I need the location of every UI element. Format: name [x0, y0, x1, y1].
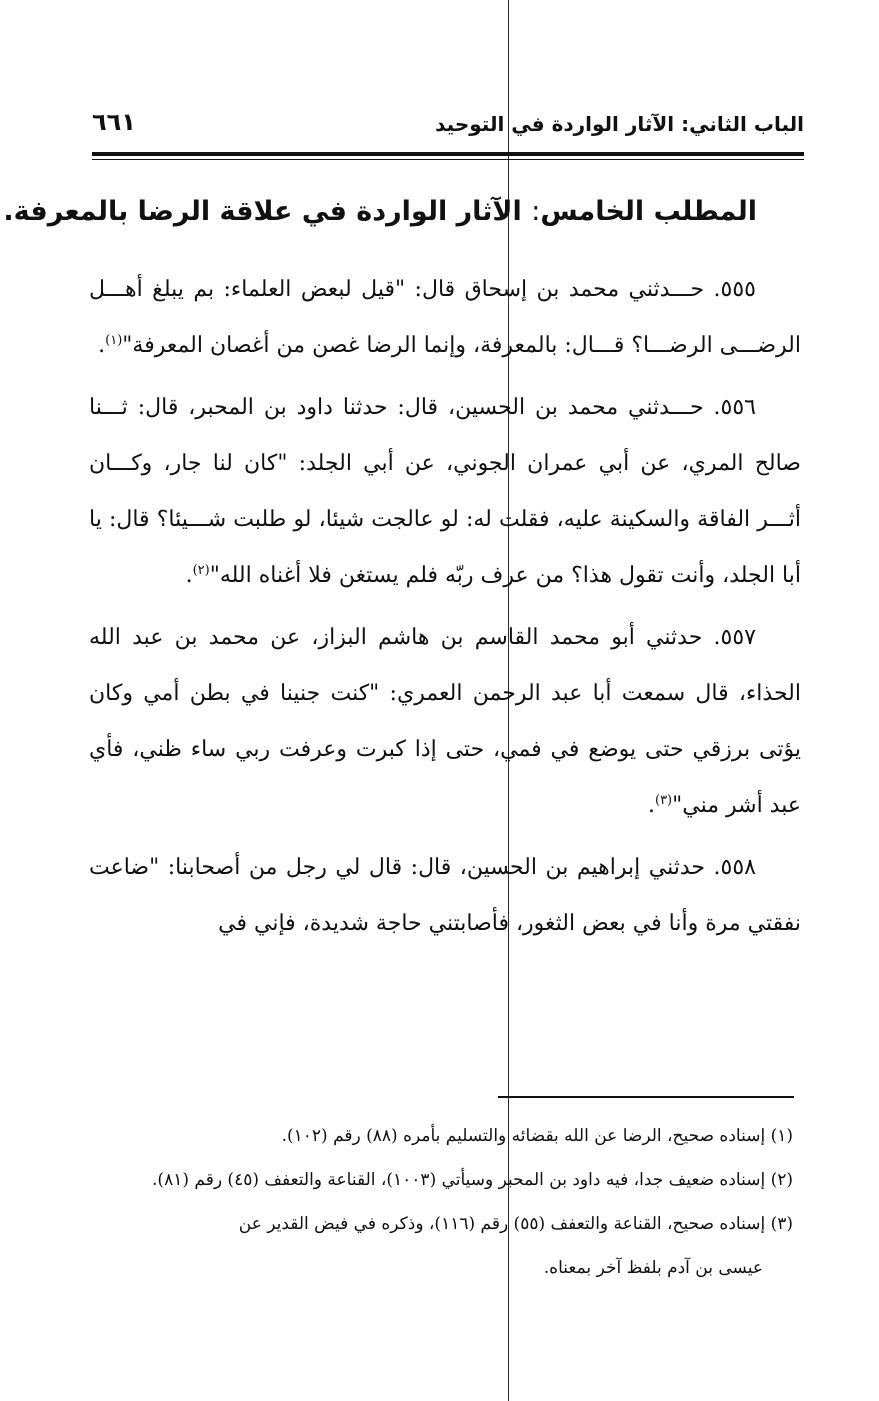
paragraph-557: ٥٥٧. حدثني أبو محمد القاسم بن هاشم البزاز، عن محمد بن عبد الله الحذاء، قال سمعت أبا عبد الرحمن العمري: "كنت جنينا في بطن أمي وكان يؤتى برزقي حتى يوضع في فمي، حتى إذا كبرت وعرفت ربي ساء ظني، فأي عبد أشر مني"$^{(٣)}$. [89, 625, 801, 818]
footnote-separator [498, 1096, 794, 1098]
footnote-ref[interactable]: (١) [105, 333, 123, 348]
section-title: الآثار الواردة في علاقة الرضا بالمعرفة. [3, 196, 522, 227]
paragraph-556: ٥٥٦. حـــدثني محمد بن الحسين، قال: حدثنا داود بن المحبر، قال: ثـــنا صالح المري، عن أبي عمران الجوني، عن أبي الجلد: "كان لنا جار، وكـــان أثـــر الفاقة والسكينة عليه، فقلت له: لو عالجت شيئا، لو طلبت شـــيئا؟ قال: يا أبا الجلد، وأنت تقول هذا؟ من عرف ربّه فلم يستغن فلا أغناه الله"$^{(٢)}$. [89, 395, 801, 588]
footnote-3-continued: عيسى بن آدم بلفظ آخر بمعناه. [543, 1258, 763, 1278]
paragraph-558: ٥٥٨. حدثني إبراهيم بن الحسين، قال: قال لي رجل من أصحابنا: "ضاعت نفقتي مرة وأنا في بعض الثغور، فأصابتني حاجة شديدة، فإني في [89, 855, 801, 936]
page-header [92, 108, 804, 146]
header-rule-thick [92, 152, 804, 156]
running-title: الباب الثاني: الآثار الواردة في التوحيد [435, 112, 804, 136]
footnotes [83, 1114, 793, 1290]
footnote-ref[interactable]: (٢) [192, 563, 210, 578]
paragraph-555: ٥٥٥. حـــدثني محمد بن إسحاق قال: "قيل لبعض العلماء: بم يبلغ أهـــل الرضـــى الرضـــا؟ قـــال: بالمعرفة، وإنما الرضا غصن من أغصان المعرفة"$^{(١)}$. [89, 277, 801, 358]
footnote-2: (٢) إسناده ضعيف جدا، فيه داود بن المحبر وسيأتي (١٠٠٣)، القناعة والتعفف (٤٥) رقم (٨١). [152, 1170, 793, 1190]
section-heading [3, 196, 757, 227]
section-label: المطلب الخامس [540, 196, 757, 227]
page-number: ٦٦١ [92, 108, 136, 136]
section-separator: : [531, 196, 541, 227]
footnote-3: (٣) إسناده صحيح، القناعة والتعفف (٥٥) رقم (١١٦)، وذكره في فيض القدير عن [238, 1214, 793, 1234]
footnote-1: (١) إسناده صحيح، الرضا عن الله بقضائه والتسليم بأمره (٨٨) رقم (١٠٢). [281, 1126, 793, 1146]
body-text [89, 262, 801, 962]
footnote-ref[interactable]: (٣) [654, 793, 673, 808]
header-rule-thin [92, 159, 804, 160]
